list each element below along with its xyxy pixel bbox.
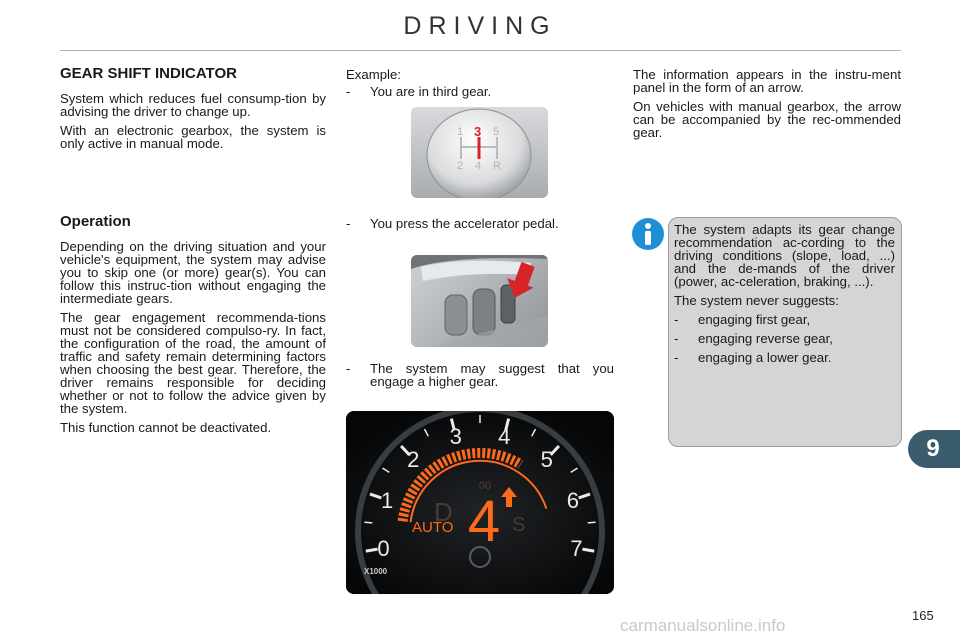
section-heading: GEAR SHIFT INDICATOR (60, 65, 237, 82)
sport-letter: S (512, 514, 526, 536)
scale-number: 0 (377, 536, 390, 561)
top-code: 00 (478, 480, 492, 492)
scale-multiplier: X1000 (364, 567, 388, 576)
current-gear: 4 (467, 489, 501, 554)
bullet-text: You are in third gear. (370, 84, 492, 99)
bullet-text: engaging first gear, (698, 312, 811, 327)
info-icon (631, 217, 665, 251)
chapter-number: 9 (926, 435, 940, 462)
bullet-text: engaging reverse gear, (698, 331, 833, 346)
gear-label-3: 3 (474, 124, 482, 139)
accelerator-bullet-block (346, 217, 614, 236)
bullet-dash: - (674, 350, 679, 365)
scale-number: 6 (566, 487, 580, 513)
arrow-info-paragraph: The information appears in the instru-ment panel in the form of an arrow. (633, 67, 901, 95)
example-block (346, 68, 614, 104)
scale-number: 1 (380, 487, 394, 513)
bullet-dash: - (346, 361, 351, 376)
left-column (60, 67, 326, 156)
drive-letter: D (434, 497, 453, 527)
scale-tick (582, 549, 594, 551)
bullet-text: The system may suggest that you engage a higher gear. (370, 361, 614, 389)
operation-heading: Operation (60, 213, 131, 230)
scale-number: 4 (498, 424, 511, 449)
bullet-higher-gear (346, 362, 614, 388)
info-list-item (674, 351, 895, 364)
bullet-text: engaging a lower gear. (698, 350, 832, 365)
electronic-gearbox-paragraph: With an electronic gearbox, the system is only active in manual mode. (60, 123, 326, 151)
page-number: 165 (912, 608, 934, 623)
bullet-third-gear (346, 85, 614, 98)
gear-label-1: 1 (457, 126, 464, 138)
gear-label-4: 4 (475, 160, 482, 172)
info-list-item (674, 313, 895, 326)
info-never-suggests: The system never suggests: (674, 293, 839, 308)
bullet-dash: - (346, 216, 351, 231)
higher-gear-bullet-block (346, 362, 614, 394)
bullet-text: You press the accelerator pedal. (370, 216, 559, 231)
watermark: carmanualsonline.info (620, 616, 786, 635)
gear-label-5: 5 (493, 126, 500, 138)
scale-number: 5 (540, 447, 553, 473)
right-column (633, 68, 901, 145)
gear-knob-svg (411, 107, 548, 198)
info-paragraph: The system adapts its gear change recommendation ac-cording to the driving conditions (slope, load, ...) and the de-mands of the driver (power, ac-celeration, braking, ...). (674, 222, 895, 289)
info-list-item (674, 332, 895, 345)
bullet-dash: - (346, 84, 351, 99)
scale-tick (366, 549, 378, 551)
gear-label-2: 2 (457, 160, 464, 172)
operation-paragraph-1: Depending on the driving situation and your vehicle's equipment, the system may advise you to skip one (or more) gear(s). You can follow this instruc-tion without engaging the intermediate gears. (60, 239, 326, 306)
operation-section (60, 215, 326, 440)
bullet-dash: - (674, 312, 679, 327)
bullet-dash: - (674, 331, 679, 346)
scale-number: 2 (407, 447, 420, 473)
cluster-svg (346, 411, 614, 594)
intro-paragraph: System which reduces fuel consump-tion by advising the driver to change up. (60, 91, 326, 119)
page-title: DRIVING (403, 12, 557, 40)
operation-paragraph-2: The gear engagement recommenda-tions must not be considered compulso-ry. In fact, the configuration of the road, the amount of traffic and safety remain determining factors when choosing the best gear. Therefore, the driver remains responsible for deciding whether or not to follow the advice given by the system. (60, 310, 326, 416)
scale-tick (588, 522, 596, 523)
scale-number: 3 (449, 424, 462, 449)
title-divider (60, 50, 901, 51)
pedal-svg (411, 255, 548, 347)
manual-gearbox-paragraph: On vehicles with manual gearbox, the arrow can be accompanied by the rec-ommended gear. (633, 99, 901, 140)
scale-number: 7 (570, 536, 583, 561)
operation-paragraph-3: This function cannot be deactivated. (60, 420, 272, 435)
info-box-content (674, 223, 895, 370)
example-label: Example: (346, 67, 401, 82)
pedal-illustration (411, 255, 548, 347)
auto-mode-label: AUTO (412, 519, 454, 536)
gear-knob-illustration (411, 107, 548, 198)
gear-label-r: R (493, 160, 501, 172)
bullet-accelerator (346, 217, 614, 230)
instrument-cluster-illustration (346, 411, 614, 594)
scale-tick (364, 522, 372, 523)
